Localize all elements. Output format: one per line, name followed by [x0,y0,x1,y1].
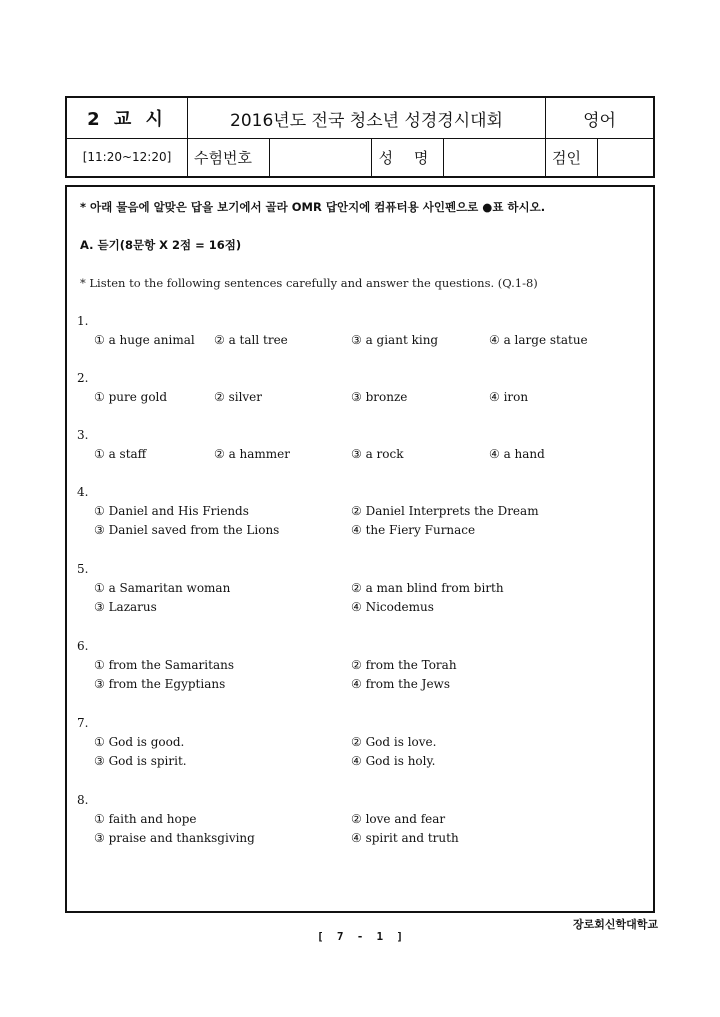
section-title: A. 듣기(8문항 X 2점 = 16점) [80,238,242,252]
question-number: 2. [77,371,89,385]
option-3[interactable]: ③ from the Egyptians [94,677,226,691]
option-3[interactable]: ③ bronze [351,390,408,404]
option-4[interactable]: ④ Nicodemus [351,600,434,614]
option-3[interactable]: ③ a rock [351,447,404,461]
name-field[interactable] [443,138,545,176]
exam-header-table [65,96,655,178]
option-1[interactable]: ① from the Samaritans [94,658,234,672]
option-2[interactable]: ② love and fear [351,812,446,826]
exam-title: 2016년도 전국 청소년 성경경시대회 [187,98,545,138]
option-3[interactable]: ③ God is spirit. [94,754,187,768]
header-row-title [67,98,653,139]
option-2[interactable]: ② from the Torah [351,658,457,672]
option-1[interactable]: ① a huge animal [94,333,195,347]
question-number: 6. [77,639,89,653]
option-3[interactable]: ③ Lazarus [94,600,157,614]
question-number: 3. [77,428,89,442]
name-label: 성 명 [371,138,443,176]
option-2[interactable]: ② silver [214,390,263,404]
option-1[interactable]: ① a Samaritan woman [94,581,231,595]
option-3[interactable]: ③ praise and thanksgiving [94,831,255,845]
question-number: 7. [77,716,89,730]
option-1[interactable]: ① Daniel and His Friends [94,504,249,518]
header-row-info [67,138,653,176]
subject-label: 영어 [545,98,653,138]
option-2[interactable]: ② a man blind from birth [351,581,504,595]
exam-number-field[interactable] [269,138,371,176]
option-2[interactable]: ② a hammer [214,447,291,461]
question-box [65,185,655,913]
instructions: * 아래 물음에 알맞은 답을 보기에서 골라 OMR 답안지에 컴퓨터용 사인펜으로 ●표 하시오. [80,200,546,214]
school-name: 장로회신학대학교 [572,918,658,931]
option-4[interactable]: ④ spirit and truth [351,831,459,845]
option-1[interactable]: ① pure gold [94,390,168,404]
session-time: [11:20~12:20] [82,150,172,164]
question-number: 8. [77,793,89,807]
option-1[interactable]: ① God is good. [94,735,185,749]
option-4[interactable]: ④ the Fiery Furnace [351,523,476,537]
check-field[interactable] [597,138,653,176]
question-number: 4. [77,485,89,499]
option-3[interactable]: ③ a giant king [351,333,439,347]
option-3[interactable]: ③ Daniel saved from the Lions [94,523,280,537]
option-4[interactable]: ④ God is holy. [351,754,436,768]
option-1[interactable]: ① faith and hope [94,812,197,826]
session-label: 2 교 시 [87,109,167,130]
lead-text: * Listen to the following sentences carefully and answer the questions. (Q.1-8) [80,276,538,290]
page-number: [ 7 - 1 ] [316,930,404,943]
check-label: 검인 [545,138,597,176]
option-2[interactable]: ② a tall tree [214,333,288,347]
option-4[interactable]: ④ iron [489,390,529,404]
exam-number-label: 수험번호 [187,138,269,176]
option-4[interactable]: ④ a hand [489,447,545,461]
option-4[interactable]: ④ a large statue [489,333,588,347]
option-1[interactable]: ① a staff [94,447,147,461]
option-2[interactable]: ② Daniel Interprets the Dream [351,504,539,518]
question-number: 5. [77,562,89,576]
option-4[interactable]: ④ from the Jews [351,677,450,691]
question-number: 1. [77,314,89,328]
option-2[interactable]: ② God is love. [351,735,437,749]
